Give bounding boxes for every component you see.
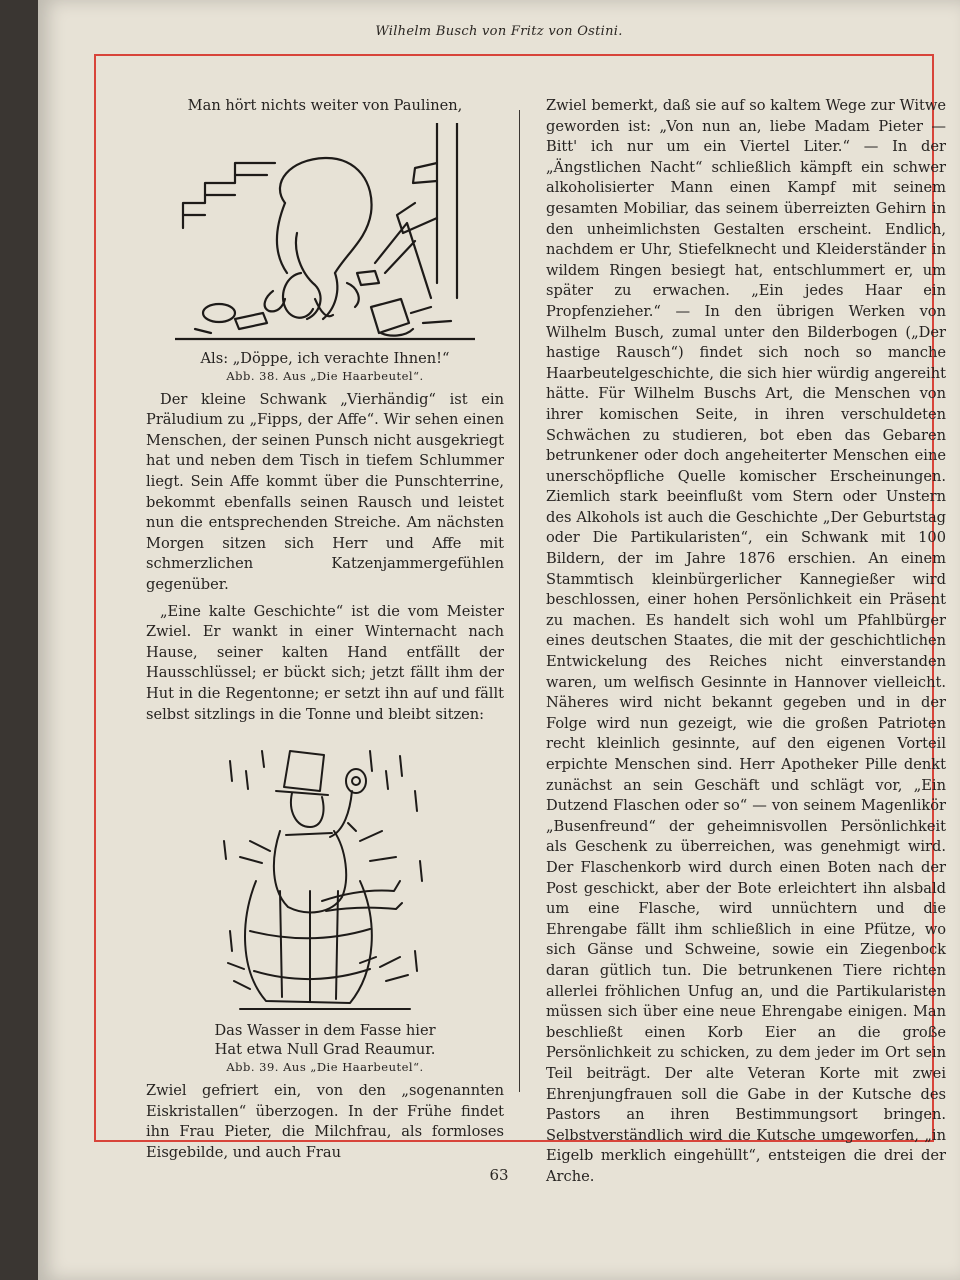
page-number: 63 [489, 1166, 509, 1184]
running-header: Wilhelm Busch von Fritz von Ostini. [375, 24, 623, 39]
paragraph-vierhaendig: Der kleine Schwank „Vierhändig“ ist ein Präludium zu „Fipps, der Affe“. Wir sehen einen Menschen, der seinen Punsch nicht ausgekriegt hat und neben dem Tisch in tiefem Schlummer liegt. Sein Affe kommt über die Punschterrine, bekommt ebenfalls seinen Rausch und leistet nun die entsprechenden Streiche. Am nächsten Morgen sitzen sich Herr und Affe mit schmerzlichen Katzenjammergefühlen gegenüber. [146, 390, 504, 593]
figure-39-caption-line-2: Hat etwa Null Grad Reaumur. [214, 1041, 436, 1059]
column-divider [519, 110, 520, 1092]
opening-verse: Man hört nichts weiter von Paulinen, [187, 97, 463, 114]
paragraph-right-main: Zwiel bemerkt, daß sie auf so kaltem Wege zur Witwe geworden ist: „Von nun an, liebe Madam Pieter — Bitt' ich nur um ein Viertel Liter.“ — In der „Ängstlichen Nacht“ schließlich kämpft ein schwer alkoholisierter Mann einen Kampf mit seinem gesamten Mobiliar, das seinem überreizten Gehirn in den unheimlichsten Gestalten erscheint. Endlich, nachdem er Uhr, Stiefelknecht und Kleiderständer in wildem Ringen besiegt hat, entschlummert er, um später zu erwachen. „Ein jedes Haar ein Propfenzieher.“ — In den übrigen Werken von Wilhelm Busch, zumal unter den Bilderbogen („Der hastige Rausch“) findet sich noch so manche Haarbeutelgeschichte, die sich hier würdig angereiht hätte. Für Wilhelm Buschs Art, die Menschen von ihrer komischen Seite, in ihren verschuldeten Schwächen zu studieren, bot eben das Gebaren betrunkener oder doch angeheiterter Menschen eine unerschöpfliche Quelle komischer Erscheinungen. Ziemlich stark beeinflußt vom Stern oder Unstern des Alkohols ist auch die Geschichte „Der Geburtstag oder Die Partikularisten“, ein Schwank mit 100 Bildern, der im Jahre 1876 erschien. An einem Stammtisch kleinbürgerlicher Kannegießer wird beschlossen, einer hohen Persönlichkeit ein Präsent zu machen. Es handelt sich wohl um Pfahlbürger eines deutschen Staates, die mit der geschichtlichen Entwickelung des Reiches nicht einverstanden waren, um welfisch Gesinnte in Hannover vielleicht. Näheres wird nicht bekannt gegeben und in der Folge wird nun gezeigt, wie die großen Patrioten recht kleinlich gesinnte, auf den eigenen Vorteil erpichte Menschen sind. Herr Apotheker Pille denkt zunächst an sein Geschäft und schlägt vor, „Ein Dutzend Flaschen oder so“ — von seinem Magenlikör „Busenfreund“ der geheimnisvollen Persönlichkeit als Geschenk zu überreichen, was genehmigt wird. Der Flaschenkorb wird durch einen Boten nach der Post geschickt, aber der Bote erleichtert ihn alsbald um eine Flasche, wird unnüchtern und die Ehrengabe fällt ihm schließlich in eine Pfütze, wo sich Gänse und Schweine, sowie ein Ziegenbock daran gütlich tun. Die betrunkenen Tiere richten allerlei fröhlichen Unfug an, und die Partikularisten müssen sich über eine neue Ehrengabe einigen. Man beschließt einen Korb Eier an die große Persönlichkeit zu schicken, zu dem jeder im Ort sein Teil beiträgt. Der alte Veteran Korte mit zwei Ehrenjungfrauen soll die Gabe in der Kutsche des Pastors an ihren Bestimmungsort bringen. Selbstverständlich wird die Kutsche umgeworfen, „in Eigelb merklich eingehüllt“, entsteigen die drei der Arche. [546, 97, 946, 1185]
drunk-man-on-floor-illustration [175, 123, 475, 349]
figure-39-caption-line-1: Das Wasser in dem Fasse hier [214, 1022, 436, 1040]
man-in-barrel-illustration [210, 731, 440, 1021]
right-column [546, 96, 946, 1187]
paragraph-zwiel-gefriert: Zwiel gefriert ein, von den „sogenannten Eiskristallen“ überzogen. In der Frühe findet ihn Frau Pieter, die Milchfrau, als formloses Eisgebilde, und auch Frau [146, 1082, 504, 1161]
figure-38-caption: Als: „Döppe, ich verachte Ihnen!“ [200, 349, 450, 367]
figure-38-label: Abb. 38. Aus „Die Haarbeutel“. [226, 368, 424, 383]
book-page [38, 0, 960, 1280]
left-column [146, 96, 504, 1163]
figure-39-label: Abb. 39. Aus „Die Haarbeutel“. [226, 1060, 424, 1075]
paragraph-kalte-geschichte: „Eine kalte Geschichte“ ist die vom Meister Zwiel. Er wankt in einer Winternacht nach Hause, seiner kalten Hand entfällt der Hausschlüssel; er bückt sich; jetzt fällt ihm der Hut in die Regentonne; er setzt ihn auf und fällt selbst sitzlings in die Tonne und bleibt sitzen: [146, 602, 504, 723]
